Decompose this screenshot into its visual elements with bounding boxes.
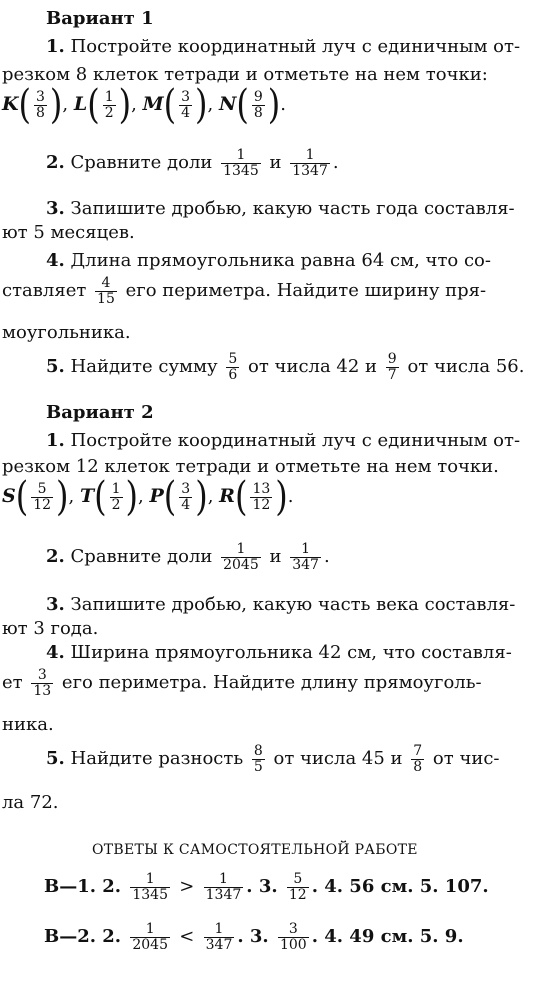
- fraction: $\frac{5}{12}$: [288, 871, 307, 903]
- v2-task5-line2: ла 72.: [2, 792, 59, 813]
- answers-title: ОТВЕТЫ К САМОСТОЯТЕЛЬНОЙ РАБОТЕ: [92, 842, 418, 858]
- v2-task5-line1: 5. Найдите разность $\frac{8}{5}$ от числа 45 и $\frac{7}{8}$ от чис-: [46, 743, 500, 775]
- v2-points-row: [2, 472, 294, 520]
- fraction: $\frac{1}{2045}$: [132, 921, 168, 953]
- v2-task4-line3: ника.: [2, 714, 54, 735]
- v1-task1-line2: резком 8 клеток тетради и отметьте на нем точки:: [2, 64, 488, 85]
- variant1-title: Вариант 1: [46, 8, 154, 29]
- point-P: P( $\frac{3}{4}$ ),: [149, 472, 214, 520]
- v1-task1-text1: Постройте координатный луч с единичным от-: [70, 36, 521, 57]
- v2-task3-line2: ют 3 года.: [2, 618, 99, 639]
- point-S: S( $\frac{5}{12}$ ),: [2, 472, 75, 520]
- fraction: $\frac{3}{13}$: [33, 667, 52, 699]
- point-R: R( $\frac{13}{12}$ ).: [219, 472, 294, 520]
- fraction: $\frac{1}{347}$: [292, 541, 319, 573]
- point-T: T( $\frac{1}{2}$ ),: [80, 472, 144, 520]
- v1-task4-line1: 4. Длина прямоугольника равна 64 см, что со-: [46, 250, 491, 271]
- fraction: $\frac{9}{7}$: [387, 351, 397, 383]
- fraction: $\frac{1}{347}$: [205, 921, 233, 953]
- v1-points-row: [2, 80, 286, 128]
- point-M: M( $\frac{3}{4}$ ),: [142, 80, 214, 128]
- v1-task4-line2: ставляет $\frac{4}{15}$ его периметра. Найдите ширину пря-: [2, 275, 487, 307]
- fraction: $\frac{1}{1345}$: [132, 871, 168, 903]
- v2-task1-line2: резком 12 клеток тетради и отметьте на нем точки.: [2, 456, 499, 477]
- fraction: $\frac{4}{15}$: [97, 275, 115, 307]
- v2-task4-line1: 4. Ширина прямоугольника 42 см, что составля-: [46, 642, 512, 663]
- fraction: $\frac{1}{1347}$: [292, 147, 328, 179]
- point-L: L( $\frac{1}{2}$ ),: [73, 80, 137, 128]
- v2-task1-line1: 1. Постройте координатный луч с единичным от-: [46, 430, 521, 451]
- fraction: $\frac{8}{5}$: [253, 743, 263, 775]
- answer-variant2: В—2. 2. $\frac{1}{2045}$ < $\frac{1}{347}$ . 3. $\frac{3}{100}$ . 4. 49 см. 5. 9.: [44, 921, 464, 953]
- fraction: $\frac{1}{1345}$: [223, 147, 259, 179]
- fraction: $\frac{3}{100}$: [279, 921, 307, 953]
- v1-task1-number: 1.: [46, 36, 65, 57]
- fraction: $\frac{7}{8}$: [413, 743, 423, 775]
- v2-task4-line2: ет $\frac{3}{13}$ его периметра. Найдите длину прямоуголь-: [2, 667, 482, 699]
- point-K: K( $\frac{3}{8}$ ),: [2, 80, 69, 128]
- variant2-title: Вариант 2: [46, 402, 154, 423]
- v1-task4-line3: моугольника.: [2, 322, 131, 343]
- point-N: N( $\frac{9}{8}$ ).: [219, 80, 286, 128]
- answer-variant1: В—1. 2. $\frac{1}{1345}$ > $\frac{1}{1347}$ . 3. $\frac{5}{12}$ . 4. 56 см. 5. 107.: [44, 871, 489, 903]
- fraction: $\frac{1}{1347}$: [205, 871, 242, 903]
- v1-task3-line1: 3. Запишите дробью, какую часть года составля-: [46, 198, 515, 219]
- v2-task3-line1: 3. Запишите дробью, какую часть века составля-: [46, 594, 516, 615]
- fraction: $\frac{1}{2045}$: [223, 541, 259, 573]
- fraction: $\frac{5}{6}$: [228, 351, 238, 383]
- v1-task3-line2: ют 5 месяцев.: [2, 222, 135, 243]
- v2-task2: 2. Сравните доли $\frac{1}{2045}$ и $\frac{1}{347}$ .: [46, 541, 330, 573]
- v1-task5: 5. Найдите сумму $\frac{5}{6}$ от числа 42 и $\frac{9}{7}$ от числа 56.: [46, 351, 525, 383]
- v1-task2: 2. Сравните доли $\frac{1}{1345}$ и $\frac{1}{1347}$ .: [46, 147, 339, 179]
- v1-task1-line1: [46, 36, 520, 57]
